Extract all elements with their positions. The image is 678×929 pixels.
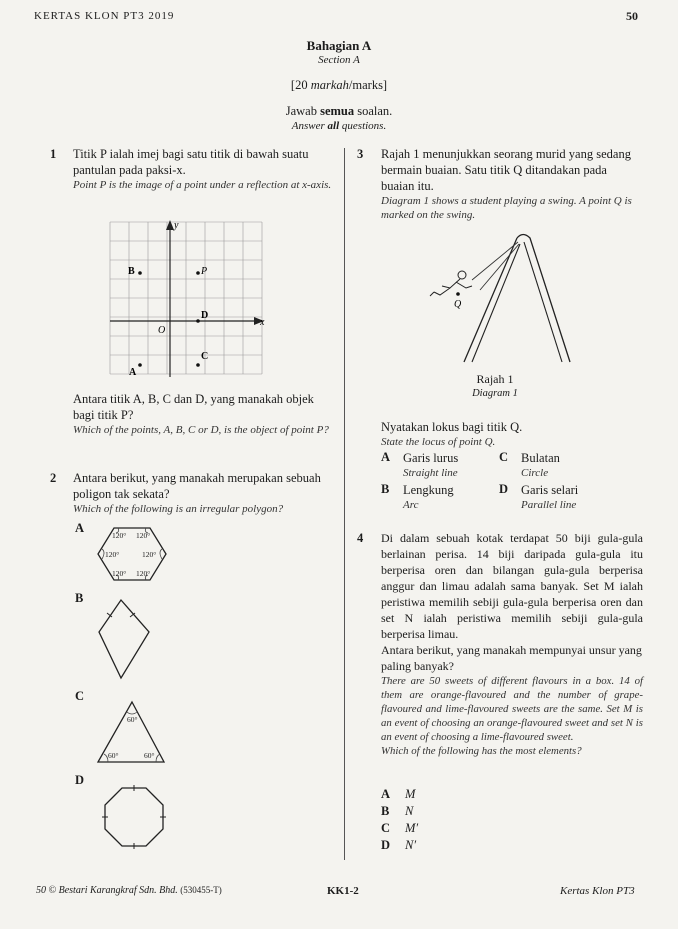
q2-hex-angle-5: 120° (112, 569, 127, 578)
footer-code: KK1-2 (327, 885, 359, 897)
q1-label-d: D (201, 310, 209, 321)
q1-stem (73, 146, 335, 192)
q1-question (73, 391, 337, 437)
q2-option-a-letter: A (75, 521, 85, 535)
q4-option-a-letter: A (381, 787, 391, 801)
section-marks: [20 markah/marks] (290, 78, 388, 92)
q3-caption-ms: Rajah 1 (476, 372, 514, 386)
column-divider (344, 148, 345, 860)
q3-option-d-ms: Garis selari (521, 483, 579, 497)
q3-option-c (521, 450, 560, 480)
q2-option-c-letter: C (75, 689, 85, 703)
q3-point-q (456, 292, 460, 296)
q4-question-ms: Antara berikut, yang manakah mempunyai unsur yang paling banyak? (381, 643, 642, 673)
q1-label-p: P (201, 266, 208, 277)
q4-option-d-value: N′ (405, 838, 417, 852)
q4-question-en: Which of the following has the most elements? (381, 745, 582, 757)
q4-option-a-value: M (405, 787, 416, 801)
q4-option-b-value: N (405, 804, 414, 818)
q3-option-a-ms: Garis lurus (403, 451, 459, 465)
q3-question-ms: Nyatakan lokus bagi titik Q. (381, 420, 523, 434)
q3-text-ms: Rajah 1 menunjukkan seorang murid yang sedang bermain buaian. Satu titik Q ditandakan pada buaian itu. (381, 147, 631, 193)
q2-hex-angle-2: 120° (136, 531, 151, 540)
q3-option-d-en: Parallel line (521, 499, 577, 511)
q3-caption-en: Diagram 1 (472, 388, 518, 399)
q4-option-c-value: M′ (405, 821, 419, 835)
q1-text-ms: Titik P ialah imej bagi satu titik di bawah suatu pantulan pada paksi-x. (73, 147, 309, 177)
header-title: KERTAS KLON PT3 2019 (34, 10, 175, 22)
q2-text-en: Which of the following is an irregular polygon? (73, 503, 284, 515)
q3-option-b-letter: B (381, 482, 390, 496)
q3-swing-diagram (420, 228, 590, 370)
section-instruction-en: Answer all questions. (291, 120, 387, 132)
q2-hex-angle-1: 120° (112, 531, 127, 540)
q3-question (381, 419, 643, 449)
q2-option-a-hexagon (92, 522, 172, 586)
q2-option-c-triangle (92, 696, 172, 768)
q3-option-a-en: Straight line (403, 467, 458, 479)
q1-label-b: B (128, 266, 135, 277)
q3-text-en: Diagram 1 shows a student playing a swing. A point Q is marked on the swing. (381, 195, 632, 221)
q2-option-d-letter: D (75, 773, 85, 787)
q3-option-b (403, 482, 454, 512)
q3-option-b-ms: Lengkung (403, 483, 454, 497)
q1-point-a (138, 363, 142, 367)
footer-title: Kertas Klon PT3 (560, 885, 635, 897)
q1-point-c (196, 363, 200, 367)
footer-publisher: 50 © Bestari Karangkraf Sdn. Bhd. (530455-T) (36, 885, 222, 896)
q3-q-label: Q (454, 299, 462, 310)
q4-stem (381, 530, 643, 758)
q3-number: 3 (357, 147, 364, 161)
q1-question-ms: Antara titik A, B, C dan D, yang manakah objek bagi titik P? (73, 392, 314, 422)
q4-option-d-letter: D (381, 838, 391, 852)
q1-label-c: C (201, 351, 209, 362)
q2-tri-angle-left: 60° (108, 751, 119, 760)
q4-option-b-letter: B (381, 804, 390, 818)
q3-stem (381, 146, 643, 222)
q2-hex-angle-4: 120° (142, 550, 157, 559)
q3-option-d (521, 482, 578, 512)
q3-option-d-letter: D (499, 482, 509, 496)
q1-y-label: y (174, 220, 179, 231)
q3-option-a-letter: A (381, 450, 391, 464)
q3-question-en: State the locus of point Q. (381, 436, 496, 448)
q4-text-en: There are 50 sweets of different flavours in a box. 14 of them are orange-flavoured and the number of grape-flavoured and lime-flavoured sweets are the same. Set M is an event of choosing an orange-flavoured sweet and set N is an event of choosing a lime-flavoured sweet. (381, 675, 643, 743)
q1-point-p (196, 271, 200, 275)
section-title-en: Section A (318, 54, 360, 66)
q4-number: 4 (357, 531, 364, 545)
q2-number: 2 (50, 471, 57, 485)
q4-text-ms: Di dalam sebuah kotak terdapat 50 biji gula-gula berlainan perisa. 14 biji daripada gula-gula itu berperisa oren dan bilangan gula-gula berperisa anggur dan limau adalah sama banyak. Set M ialah peristiwa memilih sebiji gula-gula berperisa oren dan set N ialah peristiwa memilih sebiji gula-gula berperisa limau. (381, 531, 643, 641)
q3-option-c-letter: C (499, 450, 509, 464)
q2-stem (73, 470, 337, 516)
q2-option-b-kite (92, 594, 162, 684)
q1-origin-label: O (158, 325, 166, 336)
q4-option-c-letter: C (381, 821, 391, 835)
section-instruction: Jawab semua soalan. (285, 104, 393, 118)
q3-option-b-en: Arc (403, 499, 419, 511)
q2-hex-angle-3: 120° (105, 550, 120, 559)
q3-option-c-ms: Bulatan (521, 451, 560, 465)
q1-point-b (138, 271, 142, 275)
q3-option-a (403, 450, 458, 480)
q1-label-a: A (129, 367, 137, 378)
q1-number: 1 (50, 147, 57, 161)
q1-x-label: x (260, 317, 265, 328)
q1-question-en: Which of the points, A, B, C or D, is the object of point P? (73, 424, 329, 436)
q2-option-b-letter: B (75, 591, 84, 605)
page-number: 50 (626, 9, 638, 23)
q1-cartesian-grid (100, 212, 270, 382)
q2-text-ms: Antara berikut, yang manakah merupakan sebuah poligon tak sekata? (73, 471, 321, 501)
q2-tri-angle-right: 60° (144, 751, 155, 760)
q1-point-d (196, 319, 200, 323)
q2-option-d-octagon (100, 783, 170, 853)
q2-hex-angle-6: 120° (136, 569, 151, 578)
q2-tri-angle-top: 60° (127, 715, 138, 724)
section-title: Bahagian A (306, 38, 372, 53)
q3-option-c-en: Circle (521, 467, 549, 479)
q1-text-en: Point P is the image of a point under a reflection at x-axis. (73, 179, 332, 191)
